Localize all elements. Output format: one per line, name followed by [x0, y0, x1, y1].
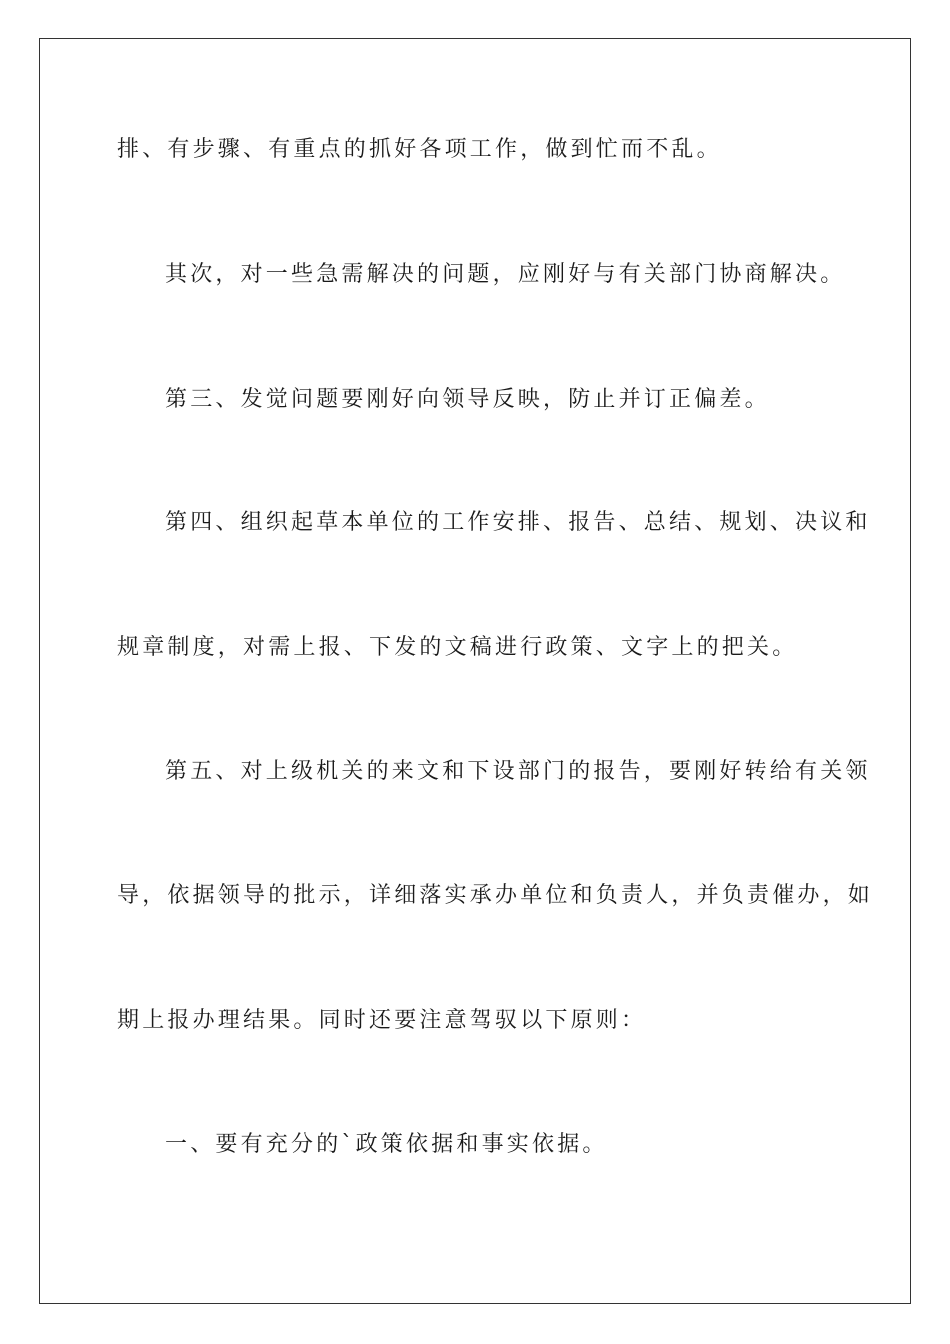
text-line-7: 导，依据领导的批示，详细落实承办单位和负责人，并负责催办，如: [117, 883, 874, 908]
text-line-6: 第五、对上级机关的来文和下设部门的报告，要刚好转给有关领: [165, 759, 871, 784]
text-line-1: 排、有步骤、有重点的抓好各项工作，做到忙而不乱。: [117, 137, 722, 162]
text-line-9: 一、要有充分的`政策依据和事实依据。: [165, 1132, 608, 1157]
text-line-4: 第四、组织起草本单位的工作安排、报告、总结、规划、决议和: [165, 510, 871, 535]
page-border: [39, 38, 911, 1304]
text-line-8: 期上报办理结果。同时还要注意驾驭以下原则：: [117, 1008, 647, 1033]
text-line-2: 其次，对一些急需解决的问题，应刚好与有关部门协商解决。: [165, 262, 846, 287]
text-line-5: 规章制度，对需上报、下发的文稿进行政策、文字上的把关。: [117, 635, 798, 660]
text-line-3: 第三、发觉问题要刚好向领导反映，防止并订正偏差。: [165, 387, 770, 412]
